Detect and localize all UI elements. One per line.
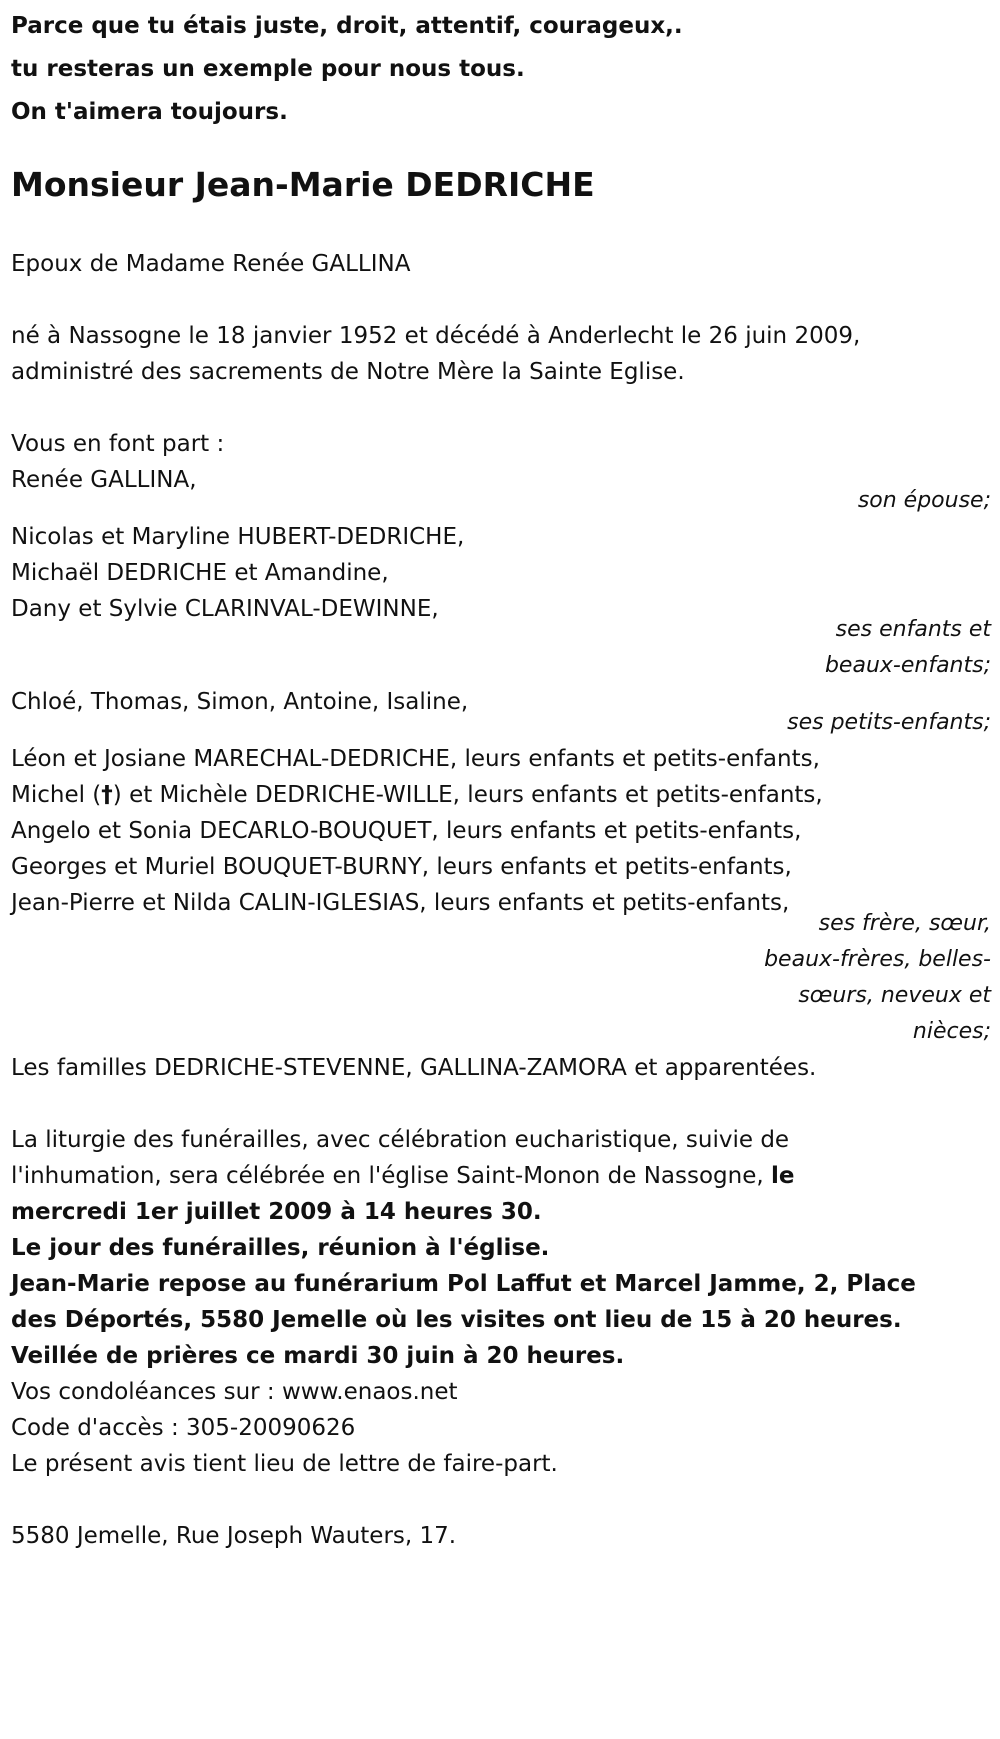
condolences-line: Vos condoléances sur : www.enaos.net (11, 1379, 458, 1405)
child-line-1: Nicolas et Maryline HUBERT-DEDRICHE, (11, 524, 465, 550)
announcement-intro: Vous en font part : (11, 431, 225, 457)
liturgy-line-2 (11, 1161, 795, 1191)
sacraments-line: administré des sacrements de Notre Mère la Sainte Eglise. (11, 359, 685, 385)
spouse-name: Renée GALLINA, (11, 467, 197, 493)
birth-death-line: né à Nassogne le 18 janvier 1952 et décédé à Anderlecht le 26 juin 2009, (11, 323, 861, 349)
liturgy-date: mercredi 1er juillet 2009 à 14 heures 30. (11, 1199, 542, 1225)
liturgy-line-2-date-start: le (771, 1163, 795, 1189)
siblings-relation-3: sœurs, neveux et (798, 983, 991, 1008)
cross-icon: † (101, 782, 113, 808)
child-line-3: Dany et Sylvie CLARINVAL-DEWINNE, (11, 596, 439, 622)
sibling-line-4: Georges et Muriel BOUQUET-BURNY, leurs enfants et petits-enfants, (11, 854, 792, 880)
siblings-relation-2: beaux-frères, belles- (764, 947, 991, 972)
siblings-relation-1: ses frère, sœur, (818, 911, 991, 936)
sibling-line-3: Angelo et Sonia DECARLO-BOUQUET, leurs enfants et petits-enfants, (11, 818, 802, 844)
sibling-line-2-prefix: Michel ( (11, 782, 102, 808)
gathering-line: Le jour des funérailles, réunion à l'église. (11, 1235, 550, 1261)
rest-line-2: des Déportés, 5580 Jemelle où les visites ont lieu de 15 à 20 heures. (11, 1307, 902, 1333)
child-line-2: Michaël DEDRICHE et Amandine, (11, 560, 389, 586)
vigil-line: Veillée de prières ce mardi 30 juin à 20 heures. (11, 1343, 625, 1369)
epigraph-line-2: tu resteras un exemple pour nous tous. (11, 56, 525, 82)
children-relation-1: ses enfants et (835, 617, 991, 642)
address-line: 5580 Jemelle, Rue Joseph Wauters, 17. (11, 1523, 457, 1549)
notice-line: Le présent avis tient lieu de lettre de faire-part. (11, 1451, 558, 1477)
spouse-line: Epoux de Madame Renée GALLINA (11, 251, 411, 277)
sibling-line-2 (11, 780, 823, 810)
rest-line-1: Jean-Marie repose au funérarium Pol Laffut et Marcel Jamme, 2, Place (11, 1271, 916, 1297)
children-relation-2: beaux-enfants; (824, 653, 991, 678)
liturgy-line-1: La liturgie des funérailles, avec célébration eucharistique, suivie de (11, 1127, 790, 1153)
liturgy-line-2-text: l'inhumation, sera célébrée en l'église Saint-Monon de Nassogne, (11, 1163, 772, 1189)
grandchildren-line: Chloé, Thomas, Simon, Antoine, Isaline, (11, 689, 469, 715)
access-code-line: Code d'accès : 305-20090626 (11, 1415, 356, 1441)
spouse-relation: son épouse; (857, 488, 991, 513)
siblings-relation-4: nièces; (912, 1019, 991, 1044)
deceased-name: Monsieur Jean-Marie DEDRICHE (11, 165, 595, 204)
grandchildren-relation: ses petits-enfants; (787, 710, 991, 735)
families-line: Les familles DEDRICHE-STEVENNE, GALLINA-ZAMORA et apparentées. (11, 1055, 817, 1081)
sibling-line-5: Jean-Pierre et Nilda CALIN-IGLESIAS, leurs enfants et petits-enfants, (11, 890, 790, 916)
sibling-line-2-suffix: ) et Michèle DEDRICHE-WILLE, leurs enfants et petits-enfants, (112, 782, 823, 808)
sibling-line-1: Léon et Josiane MARECHAL-DEDRICHE, leurs enfants et petits-enfants, (11, 746, 820, 772)
epigraph-line-3: On t'aimera toujours. (11, 99, 288, 125)
epigraph-line-1: Parce que tu étais juste, droit, attentif, courageux,. (11, 13, 683, 39)
